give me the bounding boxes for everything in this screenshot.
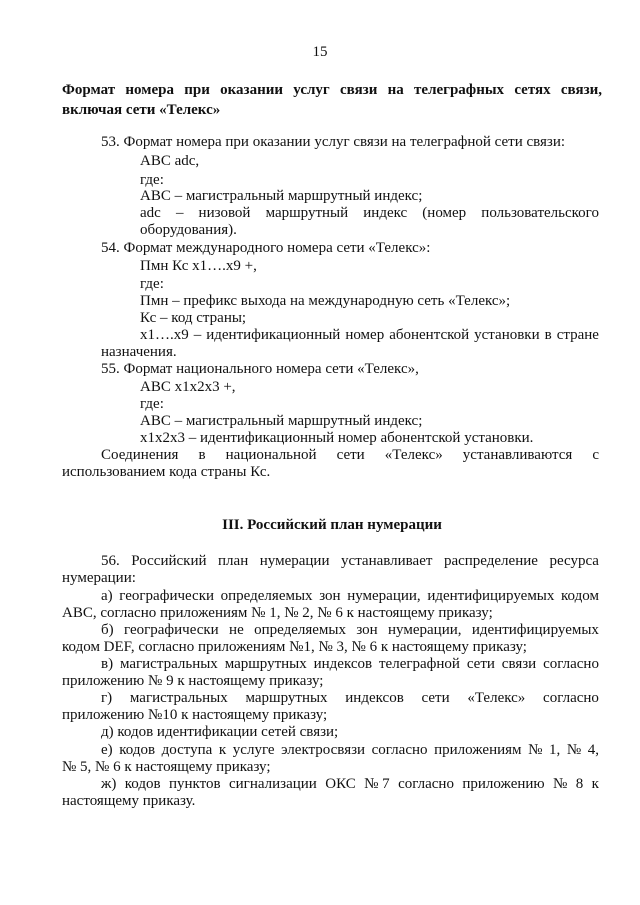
page-number: 15: [312, 44, 328, 60]
word: ж): [101, 776, 117, 792]
word: x1….x9: [140, 327, 189, 343]
word: сигнализации: [228, 776, 317, 792]
word: в: [544, 327, 552, 343]
item-56-g: [101, 690, 599, 707]
item-54-format-text: Пмн Кс x1….x9 +,: [140, 258, 257, 274]
word: географически: [123, 622, 219, 638]
word: маршрутных: [224, 656, 307, 672]
word: пунктов: [168, 776, 221, 792]
item-53-where: где:: [140, 172, 164, 188]
item-54-pmn-definition: Пмн – префикс выхода на международную сеть «Телекс»;: [140, 293, 511, 309]
word: маршрутных: [245, 690, 328, 706]
item-56-a-tail: АВС, согласно приложениям № 1, № 2, № 6 к настоящему приказу;: [62, 605, 493, 621]
section-heading-telegraph: Формат номера при оказании услуг связи на телеграфных сетях связи, включая сети «Телекс»: [62, 82, 602, 118]
word: Соединения: [101, 447, 179, 463]
word: –: [193, 327, 202, 343]
word: кодов: [124, 776, 161, 792]
word: в: [198, 447, 206, 463]
item-54-title: 54. Формат международного номера сети «Телекс»:: [101, 240, 431, 256]
item-53-adc-definition: [140, 205, 599, 222]
word: индексов: [345, 690, 404, 706]
item-54-format: [140, 258, 257, 275]
word: идентифицируемых: [427, 588, 555, 604]
word: г): [101, 690, 113, 706]
word: №: [566, 742, 582, 758]
word: электросвязи: [281, 742, 366, 758]
item-55-format: АВС x1x2x3 +,: [140, 379, 236, 395]
item-56-b-tail: кодом DEF, согласно приложениям №1, № 3, № 6 к настоящему приказу;: [62, 639, 527, 655]
word: согласно: [371, 742, 428, 758]
word: магистральных: [119, 656, 218, 672]
item-56-d: д) кодов идентификации сетей связи;: [101, 724, 339, 740]
word: кодом: [561, 588, 599, 604]
item-53-adc-definition-tail: оборудования).: [140, 222, 237, 238]
word: услуге: [232, 742, 275, 758]
word: низовой: [198, 205, 251, 221]
word: согласно: [398, 776, 454, 792]
word: № 7: [364, 776, 390, 792]
word: идентифицируемых: [471, 622, 599, 638]
item-56-e: [101, 742, 599, 759]
word: «Телекс»: [467, 690, 526, 706]
item-55-abc-definition: АВС – магистральный маршрутный индекс;: [140, 413, 423, 429]
item-55-title: 55. Формат национального номера сети «Телекс»,: [101, 361, 419, 377]
word: установки: [474, 327, 540, 343]
item-56-v-tail: приложению № 9 к настоящему приказу;: [62, 673, 324, 689]
word: нумерации,: [347, 588, 421, 604]
word: 4,: [587, 742, 599, 758]
item-55-connection-tail: использованием кода страны Кс.: [62, 464, 271, 480]
item-53-title: 53. Формат номера при оказании услуг связи на телеграфной сети связи:: [101, 134, 566, 150]
word: кодов: [119, 742, 156, 758]
word: зон: [356, 622, 378, 638]
item-56-zh: [101, 776, 599, 793]
word: приложению: [462, 776, 545, 792]
word: сети: [336, 447, 365, 463]
word: №: [553, 776, 568, 792]
word: к: [218, 742, 227, 758]
item-54-kc-definition: Кс – код страны;: [140, 310, 247, 326]
word: к: [591, 776, 599, 792]
word: (номер: [422, 205, 467, 221]
word: с: [592, 447, 599, 463]
item-53-abc-definition: АВС – магистральный маршрутный индекс;: [140, 188, 423, 204]
word: географически: [119, 588, 215, 604]
word: доступа: [161, 742, 213, 758]
item-54-x-definition: [140, 327, 599, 344]
word: нумерации,: [388, 622, 462, 638]
item-55-connection-text: [101, 447, 599, 464]
word: №: [528, 742, 543, 758]
word: –: [175, 205, 184, 221]
item-53-format: АВС adc,: [140, 153, 200, 169]
word: 8: [575, 776, 584, 792]
word: е): [101, 742, 113, 758]
word: а): [101, 588, 113, 604]
word: распределение: [443, 553, 538, 569]
word: план: [218, 553, 249, 569]
word: определяемых: [220, 588, 313, 604]
item-56-zh-tail: настоящему приказу.: [62, 793, 196, 809]
word: ОКС: [325, 776, 356, 792]
word: ресурса: [549, 553, 599, 569]
word: телеграфной: [379, 656, 460, 672]
item-54-where: где:: [140, 276, 164, 292]
word: стране: [556, 327, 599, 343]
word: adc: [140, 205, 161, 221]
word: национальной: [225, 447, 317, 463]
word: идентификационный: [206, 327, 341, 343]
word: «Телекс»: [384, 447, 443, 463]
item-56-intro-tail: нумерации:: [62, 570, 136, 586]
item-56-a: [101, 588, 599, 605]
word: маршрутный: [265, 205, 349, 221]
word: нумерации: [259, 553, 330, 569]
item-56-intro: [101, 553, 599, 570]
word: не: [229, 622, 244, 638]
word: сети: [421, 690, 450, 706]
word: абонентской: [389, 327, 470, 343]
item-56-v: [101, 656, 599, 673]
word: номер: [345, 327, 385, 343]
word: приложениям: [434, 742, 522, 758]
word: зон: [319, 588, 341, 604]
word: согласно: [543, 690, 599, 706]
item-55-x-definition: x1x2x3 – идентификационный номер абонентской установки.: [140, 430, 534, 446]
word: 56.: [101, 553, 120, 569]
word: индекс: [363, 205, 408, 221]
word: устанавливает: [341, 553, 433, 569]
item-56-e-tail: № 5, № 6 к настоящему приказу;: [62, 759, 271, 775]
word: в): [101, 656, 114, 672]
word: магистральных: [129, 690, 228, 706]
word: связи: [501, 656, 537, 672]
item-56-g-tail: приложению №10 к настоящему приказу;: [62, 707, 328, 723]
word: б): [101, 622, 114, 638]
word: Российский: [131, 553, 207, 569]
item-56-b: [101, 622, 599, 639]
word: устанавливаются: [462, 447, 573, 463]
item-54-x-definition-tail: назначения.: [101, 344, 177, 360]
word: индексов: [313, 656, 373, 672]
word: 1,: [549, 742, 561, 758]
word: согласно: [543, 656, 599, 672]
word: сети: [466, 656, 495, 672]
word: пользовательского: [481, 205, 599, 221]
section-heading-plan: III. Российский план нумерации: [222, 517, 442, 533]
word: определяемых: [254, 622, 346, 638]
item-55-where: где:: [140, 396, 164, 412]
